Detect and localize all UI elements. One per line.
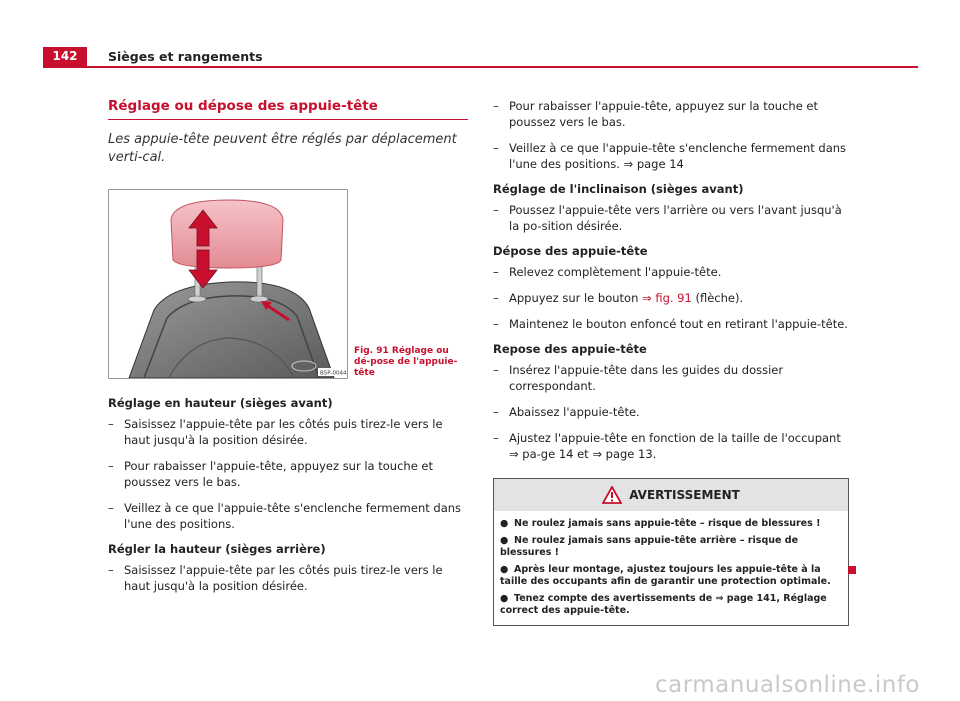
section-title: Réglage ou dépose des appuie-tête (108, 98, 468, 120)
list-item: – Pour rabaisser l'appuie-tête, appuyez sur la touche et poussez vers le bas. (108, 458, 468, 490)
tilt-heading: Réglage de l'inclinaison (sièges avant) (493, 182, 744, 196)
list-item: – Saisissez l'appuie-tête par les côtés puis tirez-le vers le haut jusqu'à la position désirée. (108, 416, 468, 448)
bullet: ● (500, 593, 509, 604)
left-column (108, 98, 468, 604)
warning-header (494, 479, 848, 511)
image-code: B5P-0044 (320, 370, 347, 377)
headrest-illustration (108, 189, 348, 379)
list-item: – Relevez complètement l'appuie-tête. (493, 264, 853, 280)
list-item: – Ajustez l'appuie-tête en fonction de la taille de l'occupant ⇒ pa-ge 14 et ⇒ page 13. (493, 430, 853, 462)
watermark: carmanualsonline.info (654, 672, 920, 698)
header-rule (43, 66, 918, 68)
list-item: – Poussez l'appuie-tête vers l'arrière ou vers l'avant jusqu'à la po-sition désirée. (493, 202, 853, 234)
warning-item (500, 518, 842, 530)
bullet: ● (500, 535, 509, 546)
figure-caption: Fig. 91 Réglage ou dé-pose de l'appuie-tête (354, 346, 458, 378)
page-reference-link[interactable]: ⇒ page 14 (623, 157, 684, 171)
list-item-suffix: (flèche). (695, 291, 744, 305)
list-item: – Maintenez le bouton enfoncé tout en retirant l'appuie-tête. (493, 316, 853, 332)
warning-body (494, 511, 848, 625)
removal-heading: Dépose des appuie-tête (493, 244, 648, 258)
install-heading: Repose des appuie-tête (493, 342, 647, 356)
warning-text: Après leur montage, ajustez toujours les appuie-tête à la taille des occupants afin de garantir une protection optimale. (500, 564, 831, 587)
warning-text: Ne roulez jamais sans appuie-tête arrière – risque de blessures ! (500, 535, 799, 558)
rear-height-heading: Régler la hauteur (sièges arrière) (108, 542, 326, 556)
warning-box (493, 478, 849, 626)
list-item: – Saisissez l'appuie-tête par les côtés puis tirez-le vers le haut jusqu'à la position désirée. (108, 562, 468, 594)
warning-title: AVERTISSEMENT (629, 488, 740, 502)
running-title: Sièges et rangements (108, 49, 263, 64)
figure-91 (108, 189, 468, 379)
section-end-marker (848, 566, 856, 574)
list-item: – Pour rabaisser l'appuie-tête, appuyez sur la touche et poussez vers le bas. (493, 98, 853, 130)
right-column (493, 98, 853, 626)
page-number: 142 (43, 47, 87, 66)
list-item: – Veillez à ce que l'appuie-tête s'enclenche fermement dans l'une des positions. (108, 500, 468, 532)
list-item: – Abaissez l'appuie-tête. (493, 404, 853, 420)
warning-triangle-icon (602, 486, 622, 504)
warning-text: Tenez compte des avertissements de ⇒ page 141, Réglage correct des appuie-tête. (500, 593, 827, 616)
figure-reference-link[interactable]: ⇒ fig. 91 (642, 291, 692, 305)
list-item-text: Veillez à ce que l'appuie-tête s'enclenche fermement dans l'une des positions. (509, 141, 847, 171)
list-item: – Insérez l'appuie-tête dans les guides du dossier correspondant. (493, 362, 853, 394)
list-item (493, 290, 853, 306)
list-item-text: Appuyez sur le bouton (509, 291, 639, 305)
bullet: ● (500, 518, 509, 529)
warning-item (500, 593, 842, 617)
bullet: ● (500, 564, 509, 575)
warning-item (500, 564, 842, 588)
front-height-heading: Réglage en hauteur (sièges avant) (108, 396, 333, 410)
section-intro: Les appuie-tête peuvent être réglés par déplacement verti-cal. (108, 132, 457, 165)
list-item (493, 140, 853, 172)
warning-text: Ne roulez jamais sans appuie-tête – risque de blessures ! (514, 518, 821, 529)
warning-item (500, 535, 842, 559)
